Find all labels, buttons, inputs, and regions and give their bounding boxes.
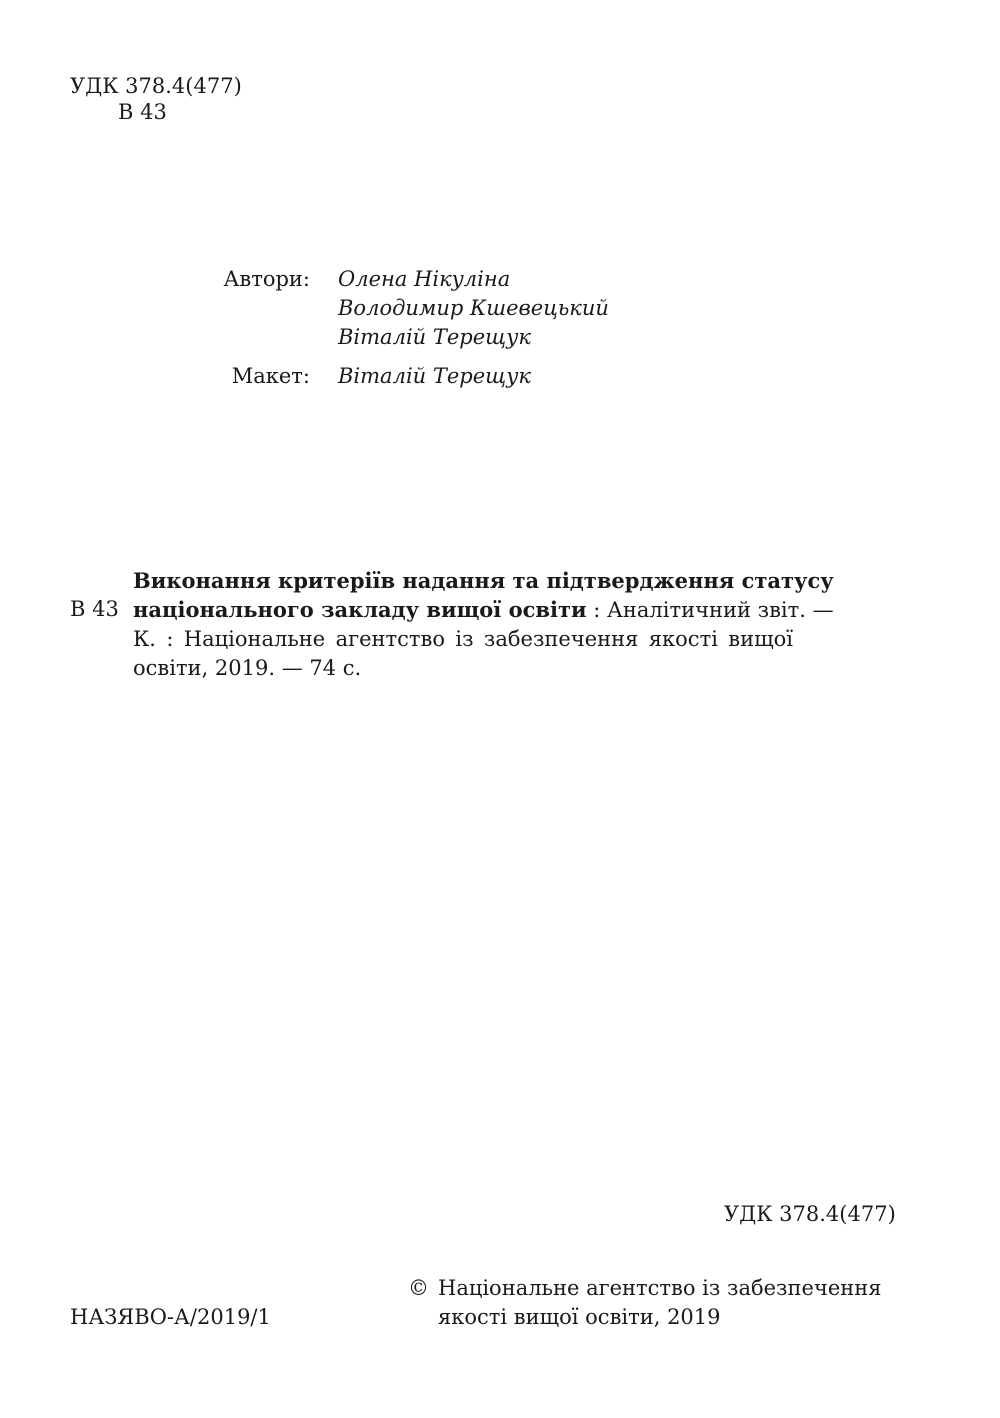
authors-row (222, 265, 609, 352)
author-name: Олена Нікуліна (338, 267, 511, 291)
udk-code-bottom: УДК 378.4(477) (724, 1202, 896, 1226)
layout-row (222, 362, 609, 391)
catalog-subtitle: : Аналітичний звіт. — (586, 598, 834, 622)
copyright-line-2: якості вищої освіти, 2019 (438, 1305, 721, 1329)
layout-designer-name: Віталій Терещук (338, 364, 531, 388)
copyright-symbol: © (408, 1276, 429, 1300)
layout-label: Макет: (231, 364, 310, 388)
credits-block (222, 265, 609, 391)
catalog-year-pages-line: освіти, 2019. — 74 с. (133, 656, 362, 680)
copyright-block (408, 1274, 882, 1332)
authors-label: Автори: (223, 267, 310, 291)
catalog-description (133, 566, 834, 683)
copyright-line-1: Національне агентство із забезпечення (438, 1276, 882, 1300)
catalog-title-line-2 (133, 595, 834, 625)
udk-code-top: УДК 378.4(477) (70, 74, 242, 98)
catalog-author-sign: В 43 (70, 597, 119, 621)
author-name: Віталій Терещук (338, 325, 531, 349)
series-code: НАЗЯВО-А/2019/1 (70, 1305, 271, 1329)
author-sign-top: В 43 (118, 100, 167, 124)
catalog-title-end: національного закладу вищої освіти (133, 597, 587, 622)
catalog-title-line-1: Виконання критеріїв надання та підтвердження статусу (133, 568, 834, 593)
catalog-publisher-line: К. : Національне агентство із забезпечення якості вищої (133, 627, 793, 651)
author-name: Володимир Кшевецький (338, 296, 609, 320)
authors-list (338, 265, 609, 352)
